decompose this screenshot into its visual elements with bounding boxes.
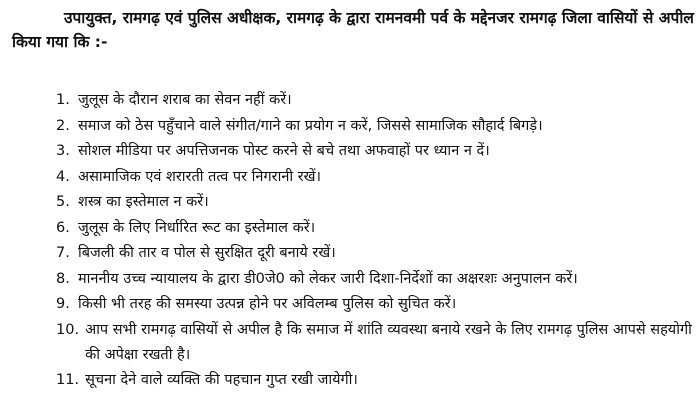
list-item [56,267,696,293]
item-text: जुलूस के दौरान शराब का सेवन नहीं करें। [78,92,292,108]
item-text: बिजली की तार व पोल से सुरक्षित दूरी बनाये रखें। [78,245,336,261]
list-item [56,292,696,318]
list-item [56,368,696,394]
intro-paragraph: उपायुक्त, रामगढ़ एवं पुलिस अधीक्षक, रामगढ़ के द्वारा रामनवमी पर्व के मद्देनजर रामगढ़ जिला वासियों से अपील किया गया कि :- [12,9,694,51]
item-text: किसी भी तरह की समस्या उत्पन्न होने पर अविलम्ब पुलिस को सुचित करें। [78,296,457,312]
item-number: 4. [56,168,70,185]
list-item [56,114,696,140]
item-number: 8. [56,270,70,287]
item-text: जुलूस के लिए निर्धारित रूट का इस्तेमाल करें। [78,219,316,236]
item-text: सूचना देने वाले व्यक्ति की पहचान गुप्त रखी जायेगी। [85,371,358,388]
list-item [56,139,696,165]
list-item [56,241,696,267]
item-number: 7. [56,245,70,261]
item-number: 10. [56,321,80,338]
item-number: 11. [56,371,80,388]
item-number: 6. [56,219,70,236]
item-text: शस्त्र का इस्तेमाल न करें। [78,194,209,210]
list-item [56,88,696,114]
item-number: 9. [56,296,70,312]
item-text: समाज को ठेस पहुँचाने वाले संगीत/गाने का प्रयोग न करें, जिससे सामाजिक सौहार्द बिगड़े। [78,117,543,134]
list-item [56,190,696,216]
item-text: आप सभी रामगढ़ वासियों से अपील है कि समाज में शांति व्यवस्था बनाये रखने के लिए रामगढ़ पुलिस आपसे सहयोगी की अपेक्षा रखती है। [85,321,692,363]
item-text: सोशल मीडिया पर अपत्तिजनक पोस्ट करने से बचे तथा अफवाहों पर ध्यान न दें। [78,143,490,159]
item-number: 5. [56,194,70,210]
list-item [56,165,696,191]
list-item [56,216,696,242]
item-text: असामाजिक एवं शरारती तत्व पर निगरानी रखें। [78,168,322,185]
list-item [56,318,696,368]
item-number: 2. [56,117,70,134]
item-number: 3. [56,143,70,159]
item-text: माननीय उच्च न्यायालय के द्वारा डी0जे0 को लेकर जारी दिशा-निर्देशों का अक्षरशः अनुपालन करें। [78,270,578,287]
item-number: 1. [56,92,70,108]
appeal-list [56,88,696,393]
